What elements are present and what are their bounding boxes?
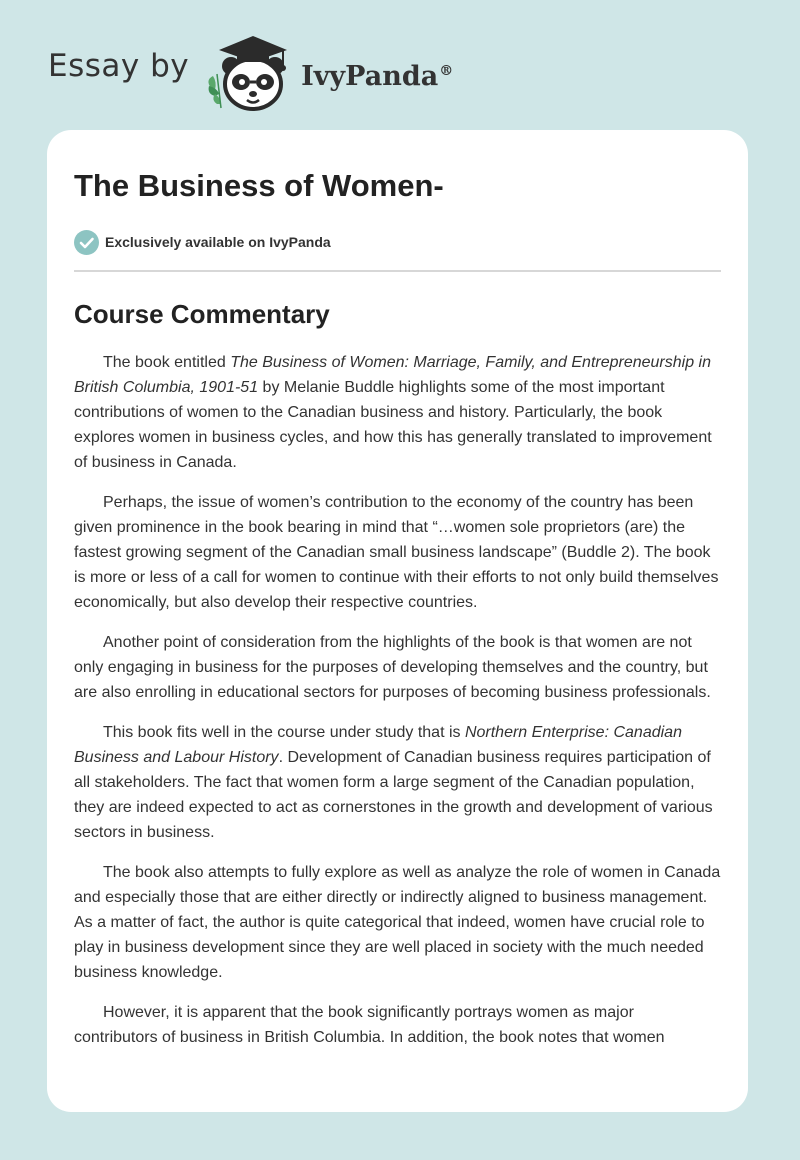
section-heading: Course Commentary — [74, 299, 330, 329]
check-circle-icon — [74, 230, 99, 255]
brand-prefix: Essay by — [48, 48, 190, 84]
paragraph-3: Another point of consideration from the highlights of the book is that women are not only engaging in business for the purposes of developing themselves and the country, but are also enrolling in educational sectors for purposes of becoming business professionals. — [74, 634, 711, 701]
exclusive-badge — [74, 229, 721, 255]
panda-graduate-logo-icon — [203, 30, 295, 114]
page-title: The Business of Women- — [74, 168, 444, 203]
brand-name: IvyPanda® — [301, 60, 454, 92]
badge-label: Exclusively available on IvyPanda — [105, 234, 331, 250]
paragraph-1: The book entitled The Business of Women: Marriage, Family, and Entrepreneurship in British Columbia, 1901-51 by Melanie Buddle highlights some of the most important contributions of women to the Canadian business and history. Particularly, the book explores women in business cycles, and how this has generally translated to improvement of business in Canada. — [74, 354, 712, 471]
paragraph-5: The book also attempts to fully explore as well as analyze the role of women in Canada and especially those that are either directly or indirectly aligned to business management. As a matter of fact, the author is quite categorical that indeed, women have crucial role to play in business development since they are well placed in society with the much needed business knowledge. — [74, 864, 721, 981]
essay-card — [47, 130, 748, 1112]
divider — [74, 270, 721, 272]
paragraph-4: This book fits well in the course under study that is Northern Enterprise: Canadian Business and Labour History. Development of Canadian business requires participation of all stakeholders. The fact that women form a large segment of the Canadian population, they are indeed expected to act as cornerstones in the growth and development of various sectors in business. — [74, 724, 713, 841]
paragraph-2: Perhaps, the issue of women’s contribution to the economy of the country has been given prominence in the book bearing in mind that “…women sole proprietors (are) the fastest growing segment of the Canadian small business landscape” (Buddle 2). The book is more or less of a call for women to continue with their efforts to not only build themselves economically, but also develop their respective countries. — [74, 494, 719, 611]
paragraph-6: However, it is apparent that the book significantly portrays women as major contributors of business in British Columbia. In addition, the book notes that women — [74, 1004, 665, 1046]
brand-header — [48, 30, 453, 114]
